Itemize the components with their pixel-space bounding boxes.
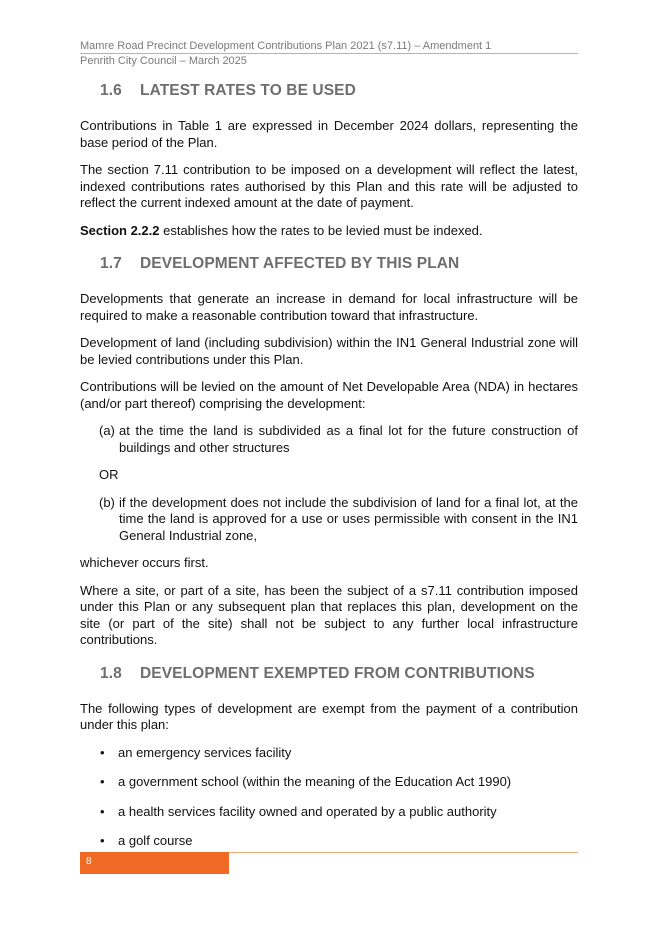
- list-text: a government school (within the meaning of the Education Act 1990): [118, 774, 512, 789]
- list-text: at the time the land is subdivided as a final lot for the future construction of buildings and other structures: [119, 423, 578, 455]
- list-item: [80, 833, 578, 850]
- list-item-b: [99, 495, 578, 545]
- paragraph: Development of land (including subdivision) within the IN1 General Industrial zone will be levied contributions under this Plan.: [80, 335, 578, 367]
- bullet-icon: •: [100, 833, 105, 848]
- paragraph: The section 7.11 contribution to be imposed on a development will reflect the latest, indexed contributions rates authorised by this Plan and this rate will be adjusted to reflect the current indexed amount at the date of payment.: [80, 162, 578, 210]
- list-item: [80, 804, 578, 821]
- list-text: a health services facility owned and operated by a public authority: [118, 803, 497, 819]
- page-number-tab: [80, 852, 229, 874]
- section-title: DEVELOPMENT EXEMPTED FROM CONTRIBUTIONS: [140, 664, 535, 682]
- paragraph-text: establishes how the rates to be levied must be indexed.: [159, 222, 483, 238]
- list-item-a: [99, 423, 578, 456]
- list-item: [80, 774, 578, 791]
- list-text: an emergency services facility: [118, 744, 292, 760]
- section-reference: Section 2.2.2: [80, 222, 160, 238]
- paragraph: whichever occurs first.: [80, 555, 209, 570]
- section-heading-1-7: [80, 255, 578, 273]
- paragraph: Contributions in Table 1 are expressed in December 2024 dollars, representing the base period of the Plan.: [80, 118, 578, 150]
- list-label: (a): [99, 423, 115, 438]
- section-heading-1-6: [80, 82, 578, 100]
- section-title: DEVELOPMENT AFFECTED BY THIS PLAN: [140, 255, 460, 272]
- paragraph: Contributions will be levied on the amount of Net Developable Area (NDA) in hectares (and/or part thereof) comprising the development:: [80, 379, 578, 411]
- section-number: 1.7: [100, 255, 122, 272]
- bullet-icon: •: [100, 774, 105, 789]
- paragraph: Where a site, or part of a site, has been the subject of a s7.11 contribution imposed under this Plan or any subsequent plan that replaces this plan, development on the site (or part of the site) shall not be subject to any further local infrastructure contributions.: [80, 582, 578, 647]
- list-text: a golf course: [118, 833, 193, 848]
- running-header-title: Mamre Road Precinct Development Contributions Plan 2021 (s7.11) – Amendment 1: [80, 40, 492, 52]
- paragraph: Developments that generate an increase in demand for local infrastructure will be required to make a reasonable contribution toward that infrastructure.: [80, 291, 578, 323]
- running-header-subtitle: Penrith City Council – March 2025: [80, 55, 247, 67]
- paragraph: The following types of development are exempt from the payment of a contribution under this plan:: [80, 700, 578, 732]
- page-content: [80, 82, 578, 863]
- section-number: 1.6: [100, 82, 122, 99]
- section-heading-1-8: [80, 665, 578, 683]
- page-number: 8: [86, 856, 92, 867]
- exemption-list: [80, 745, 578, 850]
- list-label: (b): [99, 494, 115, 510]
- bullet-icon: •: [100, 744, 105, 760]
- or-separator: OR: [99, 467, 119, 482]
- paragraph: [80, 223, 578, 240]
- section-number: 1.8: [100, 664, 122, 682]
- section-title: LATEST RATES TO BE USED: [140, 82, 356, 99]
- list-item: [80, 745, 578, 762]
- list-text: if the development does not include the subdivision of land for a final lot, at the time the land is approved for a use or uses permissible with consent in the IN1 General Industrial zone,: [119, 494, 578, 543]
- bullet-icon: •: [100, 803, 105, 819]
- header-rule: [80, 53, 578, 54]
